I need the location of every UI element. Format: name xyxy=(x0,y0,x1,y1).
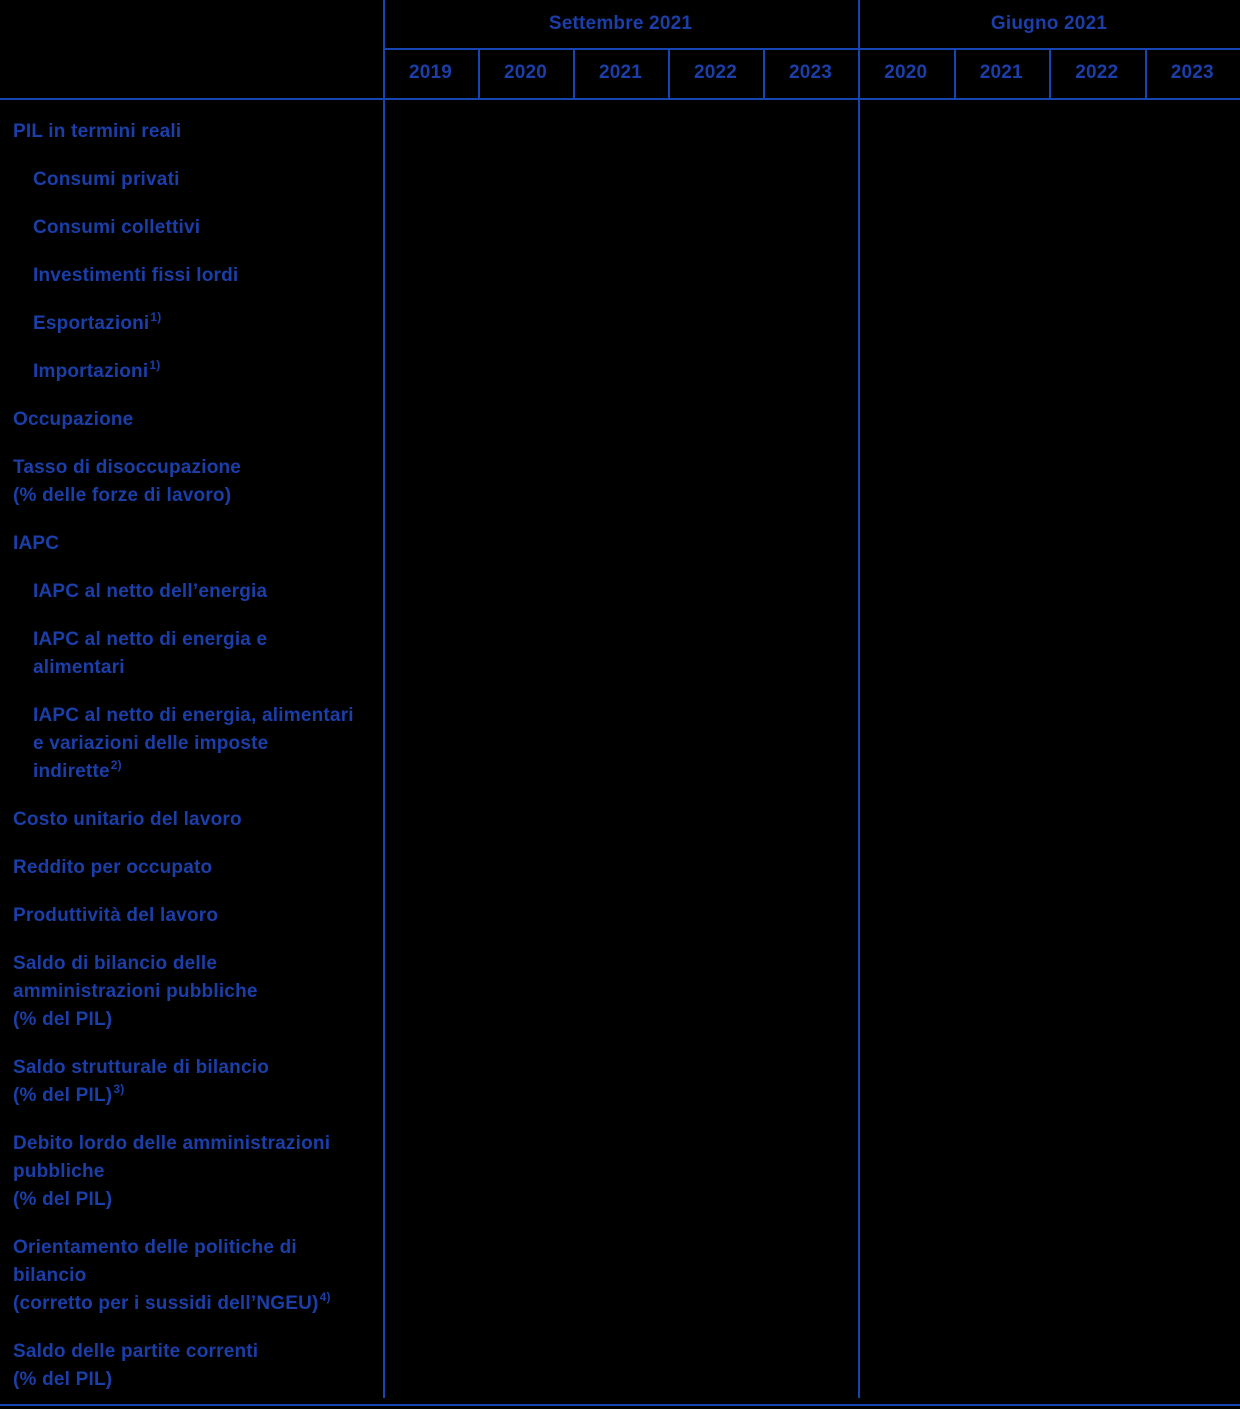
year-header: 2023 xyxy=(788,62,833,83)
table-row xyxy=(0,578,383,606)
year-header: 2021 xyxy=(598,62,643,83)
year-header: 2023 xyxy=(1170,62,1214,83)
footnote-marker: 1) xyxy=(149,357,161,372)
row-label-line: IAPC al netto dell’energia xyxy=(33,581,268,602)
row-labels-column xyxy=(0,100,383,1409)
year-header: 2020 xyxy=(503,62,548,83)
footnote-marker: 4) xyxy=(319,1289,331,1304)
footnote-marker: 1) xyxy=(150,309,162,324)
table-row xyxy=(0,310,383,338)
row-label-line: IAPC al netto di energia e xyxy=(33,629,268,650)
table-row xyxy=(0,950,383,1034)
row-label-line: IAPC xyxy=(13,533,60,554)
row-label-line: (% del PIL)$^{3)}$ xyxy=(13,1081,125,1106)
row-label-line: Saldo strutturale di bilancio xyxy=(13,1057,270,1078)
year-header: 2020 xyxy=(884,62,928,83)
footnote-marker: 3) xyxy=(113,1081,125,1096)
table-row xyxy=(0,806,383,834)
footnote-marker: 2) xyxy=(110,757,122,772)
year-header: 2022 xyxy=(693,62,738,83)
row-label-line: Esportazioni$^{1)}$ xyxy=(33,309,162,334)
row-label-line: e variazioni delle imposte xyxy=(33,733,269,754)
row-label-line: alimentari xyxy=(33,657,125,678)
row-label-line: Importazioni$^{1)}$ xyxy=(33,357,161,382)
divider-settembre-giugno xyxy=(858,0,860,1398)
table-row xyxy=(0,1234,383,1318)
table-row xyxy=(0,166,383,194)
table-row xyxy=(0,626,383,682)
row-label-line: (% del PIL) xyxy=(13,1369,113,1390)
column-group-label: Giugno 2021 xyxy=(990,13,1108,34)
table-row xyxy=(0,118,383,146)
row-label-line: bilancio xyxy=(13,1265,87,1286)
row-label-line: Investimenti fissi lordi xyxy=(33,265,239,286)
row-label-line: Consumi collettivi xyxy=(33,217,201,238)
year-header: 2019 xyxy=(408,62,453,83)
column-group-label: Settembre 2021 xyxy=(548,13,693,34)
table-row xyxy=(0,702,383,786)
row-label-line: Reddito per occupato xyxy=(13,857,213,878)
column-group-settembre xyxy=(383,0,858,48)
row-label-line: Consumi privati xyxy=(33,169,180,190)
row-label-line: IAPC al netto di energia, alimentari xyxy=(33,705,354,726)
row-label-line: Produttività del lavoro xyxy=(13,905,219,926)
row-label-line: Saldo di bilancio delle xyxy=(13,953,218,974)
year-header: 2022 xyxy=(1075,62,1119,83)
year-header: 2021 xyxy=(979,62,1023,83)
divider-labels-settembre xyxy=(383,0,385,1398)
table-row xyxy=(0,1338,383,1394)
row-label-line: amministrazioni pubbliche xyxy=(13,981,258,1002)
table-row xyxy=(0,406,383,434)
row-label-line: (corretto per i sussidi dell’NGEU)$^{4)}$ xyxy=(13,1289,331,1314)
table-row xyxy=(0,854,383,882)
row-label-line: Costo unitario del lavoro xyxy=(13,809,242,830)
row-label-line: Saldo delle partite correnti xyxy=(13,1341,259,1362)
table-row xyxy=(0,454,383,510)
table-row xyxy=(0,902,383,930)
row-label-line: PIL in termini reali xyxy=(13,121,182,142)
column-group-giugno xyxy=(858,0,1240,48)
table-row xyxy=(0,214,383,242)
row-label-line: Occupazione xyxy=(13,409,134,430)
table-row xyxy=(0,1130,383,1214)
row-label-line: (% delle forze di lavoro) xyxy=(13,485,232,506)
table-row xyxy=(0,1054,383,1110)
row-label-line: indirette$^{2)}$ xyxy=(33,757,122,782)
table-row xyxy=(0,358,383,386)
row-label-line: (% del PIL) xyxy=(13,1009,113,1030)
row-label-line: Debito lordo delle amministrazioni xyxy=(13,1133,331,1154)
table-row xyxy=(0,530,383,558)
row-label-line: Tasso di disoccupazione xyxy=(13,457,242,478)
row-label-line: Orientamento delle politiche di xyxy=(13,1237,297,1258)
table-row xyxy=(0,262,383,290)
row-label-line: (% del PIL) xyxy=(13,1189,113,1210)
row-label-line: pubbliche xyxy=(13,1161,105,1182)
